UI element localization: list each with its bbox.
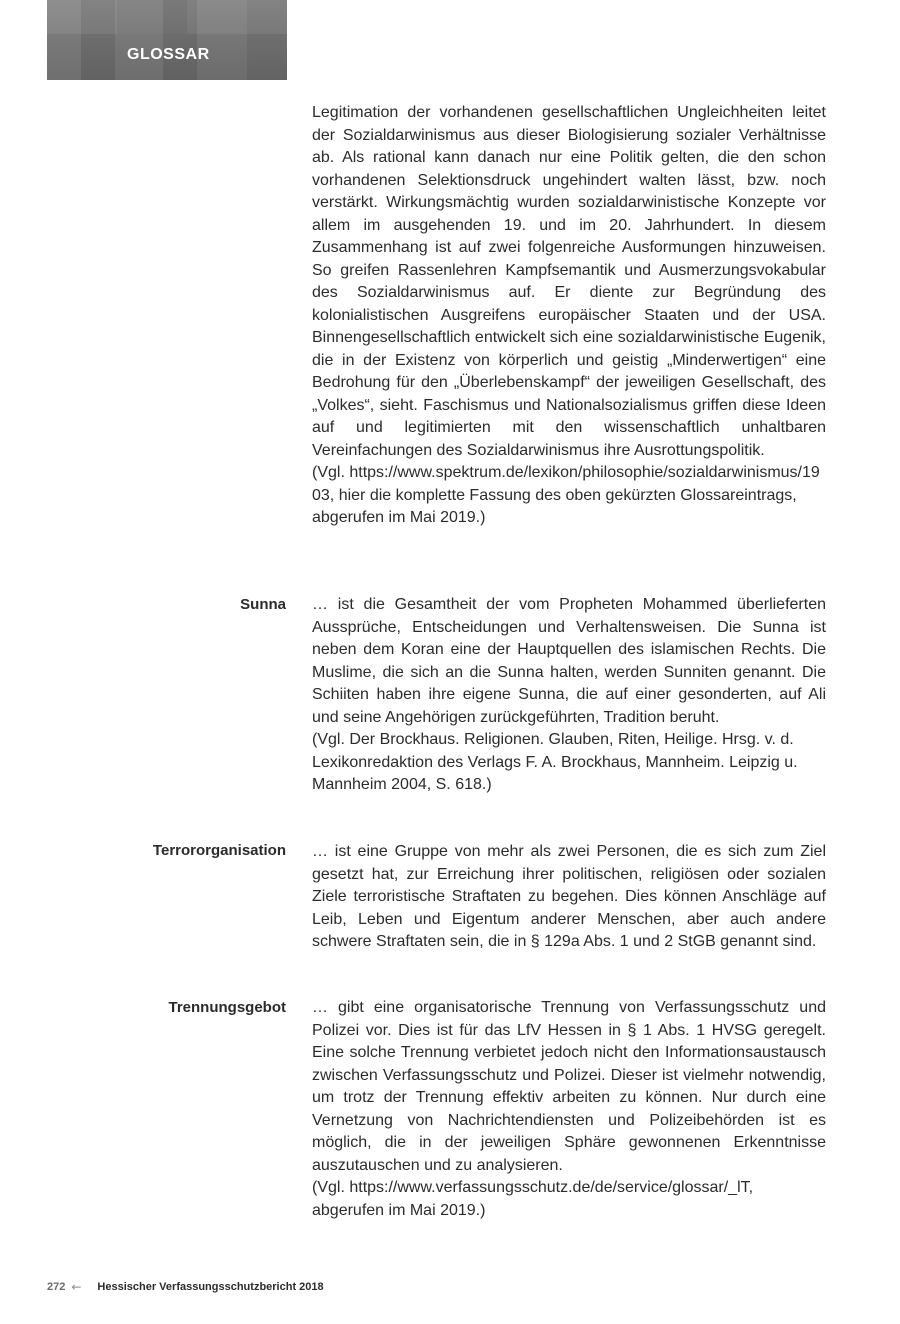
glossary-entry-trennungsgebot — [312, 997, 826, 1222]
glossary-term-sunna: Sunna — [240, 596, 286, 613]
entry-body-text: … gibt eine organisatorische Trennung von Verfassungsschutz und Polizei vor. Dies ist für das LfV Hessen in § 1 Abs. 1 HVSG geregelt. Eine solche Trennung verbietet jedoch nicht den Informationsaustausch zwischen Verfassungsschutz und Polizei. Dieser ist vielmehr notwendig, um trotz der Trennung effektiv arbeiten zu können. Nur durch eine Vernetzung von Nachrichtendiensten und Polizeibehörden ist es möglich, die in der jeweiligen Sphäre gewonnenen Erkenntnisse auszutauschen und zu analysieren. — [312, 999, 826, 1174]
glossary-term-trennungsgebot: Trennungsgebot — [168, 999, 286, 1016]
glossary-term-terrororganisation: Terrororganisation — [152, 842, 286, 859]
entry-reference: (Vgl. https://www.verfassungsschutz.de/de/service/glossar/_lT, abgerufen im Mai 2019.) — [312, 1179, 754, 1219]
publication-title: Hessischer Verfassungsschutzbericht 2018 — [97, 1281, 324, 1293]
entry-body-text: Legitimation der vorhandenen gesellschaftlichen Ungleichheiten leitet der Sozialdarwinismus aus dieser Biologisierung sozialer Verhältnisse ab. Als rational kann danach nur eine Politik gelten, die den schon vorhandenen Selektionsdruck ungehindert walten lässt, bzw. noch verstärkt. Wirkungsmächtig wurden sozialdarwinistische Konzepte vor allem im ausgehenden 19. und im 20. Jahrhundert. In diesem Zusammenhang ist auf zwei folgenreiche Ausformungen hinzuweisen. So greifen Rassenlehren Kampfsemantik und Ausmerzungsvokabular des Sozialdarwinismus auf. Er diente zur Begründung des kolonialistischen Ausgreifens europäischer Staaten und der USA. Binnengesellschaftlich entwickelt sich eine sozialdarwinistische Eugenik, die in der Existenz von körperlich und geistig „Minderwertigen“ eine Bedrohung für den „Überlebenskampf“ der jeweiligen Gesellschaft, des „Volkes“, sieht. Faschismus und Nationalsozialismus griffen diese Ideen auf und legitimierten mit den wissenschaftlich unhaltbaren Vereinfachungen des Sozialdarwinismus ihre Ausrottungspolitik. — [312, 104, 826, 459]
section-title: GLOSSAR — [127, 46, 210, 63]
glossary-entry-terrororganisation — [312, 841, 826, 954]
page-number: 272 — [47, 1281, 66, 1293]
entry-reference: (Vgl. Der Brockhaus. Religionen. Glauben, Riten, Heilige. Hrsg. v. d. Lexikonredaktion des Verlags F. A. Brockhaus, Mannheim. Leipzig u. Mannheim 2004, S. 618.) — [312, 731, 798, 793]
entry-reference: (Vgl. https://www.spektrum.de/lexikon/philosophie/sozialdarwinismus/19 03, hier die komplette Fassung des oben gekürzten Glossareintrags, abgerufen im Mai 2019.) — [312, 464, 820, 526]
arrow-left-icon: ← — [71, 1280, 82, 1294]
page-footer — [47, 1280, 324, 1294]
entry-body-text: … ist die Gesamtheit der vom Propheten Mohammed überlieferten Aussprüche, Entscheidungen und Verhaltensweisen. Die Sunna ist neben dem Koran eine der Hauptquellen des islamischen Rechts. Die Muslime, die sich an die Sunna halten, werden Sunniten genannt. Die Schiiten haben ihre eigene Sunna, die auf einer gesonderten, auf Ali und seine Angehörigen zurückgeführten, Tradition beruht. — [312, 596, 826, 726]
glossary-entry-sunna — [312, 594, 826, 797]
section-header-band — [47, 0, 287, 80]
glossary-entry-continuation — [312, 102, 826, 530]
entry-body-text: … ist eine Gruppe von mehr als zwei Personen, die es sich zum Ziel gesetzt hat, zur Erreichung ihrer politischen, religiösen oder sozialen Ziele terroristische Straftaten zu begehen. Dies können Anschläge auf Leib, Leben und Eigentum anderer Menschen, aber auch andere schwere Straftaten sein, die in § 129a Abs. 1 und 2 StGB genannt sind. — [312, 843, 826, 950]
